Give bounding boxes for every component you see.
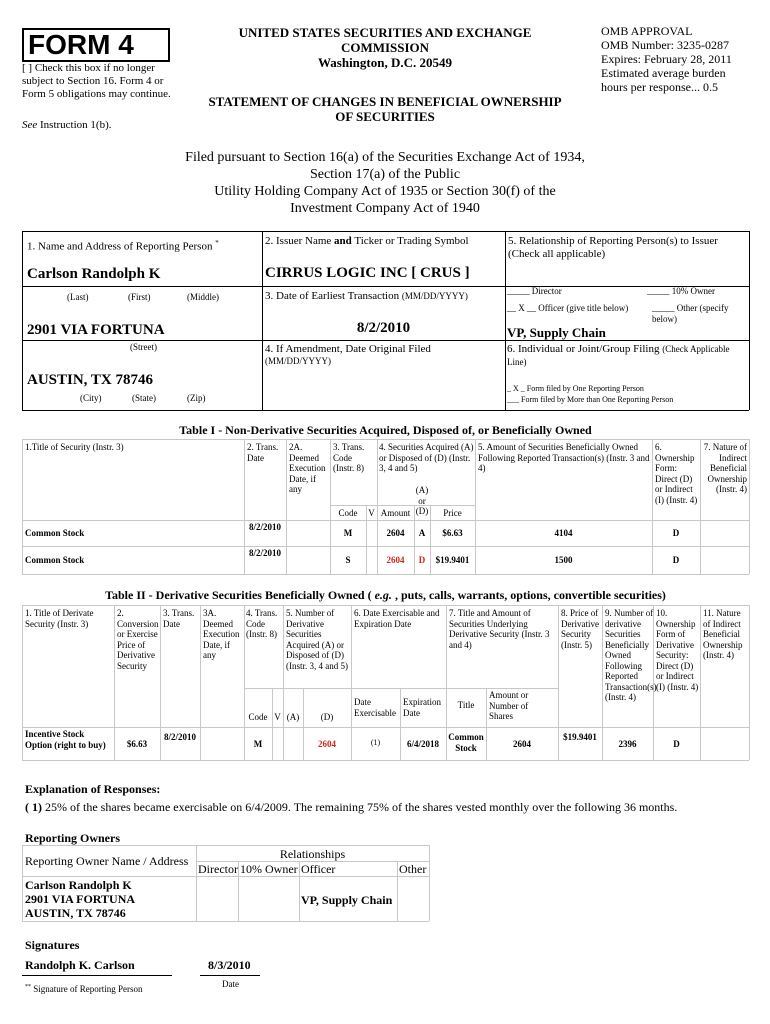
t2r-disposed: 2604 — [318, 739, 336, 749]
t1r2-code: S — [345, 555, 351, 565]
t2-h7: 7. Title and Amount of Securities Underlying Derivative Security (Instr. 3 and 4) — [449, 608, 550, 650]
filed-pursuant — [130, 149, 640, 217]
t1-sub-amount: Amount — [380, 508, 411, 518]
t1r2-price: $19.9401 — [435, 555, 470, 565]
t1-sub-code: Code — [338, 508, 358, 518]
omb-line-5: hours per response... 0.5 — [601, 80, 718, 94]
t2-sub-v: V — [274, 712, 281, 722]
date-line — [200, 975, 260, 976]
t1r1-owned: 4104 — [554, 528, 573, 538]
owner-city: AUSTIN, TX 78746 — [25, 906, 126, 920]
t1-h2: 2. Trans. Date — [247, 442, 279, 463]
statement-line-2: OF SECURITIES — [335, 109, 435, 124]
signature-label — [25, 982, 143, 995]
officer-check: __ X __ Officer (give title below) — [507, 303, 629, 313]
director-check: _____ Director — [507, 286, 562, 296]
footnote-text: 25% of the shares became exercisable on 6/4/2009. The remaining 75% of the shares vested monthly over the following 36 months. — [45, 800, 678, 814]
box2-label — [265, 235, 469, 248]
box1-star: * — [215, 239, 219, 247]
filed-line-3: Utility Holding Company Act of 1935 or Section 30(f) of the — [214, 184, 556, 199]
t2r-expiration: 6/4/2018 — [406, 739, 439, 749]
owner-col-name: Reporting Owner Name / Address — [25, 854, 189, 868]
t2-sub-code: Code — [248, 712, 268, 722]
table1-title: Table I - Non-Derivative Securities Acquired, Disposed of, or Beneficially Owned — [179, 423, 592, 437]
filed-line-1: Filed pursuant to Section 16(a) of the Securities Exchange Act of 1934, — [185, 150, 585, 165]
t2r-underlying: Common Stock — [448, 732, 484, 753]
signature-name: Randolph K. Carlson — [25, 958, 135, 972]
t1-h3: 3. Trans. Code (Instr. 8) — [333, 442, 365, 473]
see-word: See — [22, 119, 38, 131]
date-label: Date — [222, 979, 239, 989]
footnote-number: ( 1) — [25, 800, 42, 814]
city-line: AUSTIN, TX 78746 — [27, 372, 153, 388]
t1-h4: 4. Securities Acquired (A) or Disposed of (D) (Instr. 3, 4 and 5) — [379, 442, 474, 473]
filed-line-4: Investment Company Act of 1940 — [290, 201, 480, 216]
t2-sub-amount: Amount or Number of Shares — [489, 690, 529, 721]
t2-h1: 1. Title of Derivate Security (Instr. 3) — [25, 608, 94, 629]
omb-line-2: OMB Number: 3235-0287 — [601, 38, 729, 52]
t2-h4: 4. Trans. Code (Instr. 8) — [246, 608, 278, 639]
t1r1-price: $6.63 — [442, 528, 463, 538]
first-label: (First) — [128, 292, 151, 302]
filing-one: _ X _ Form filed by One Reporting Person — [507, 384, 644, 393]
explanation-heading: Explanation of Responses: — [25, 782, 161, 796]
zip-label: (Zip) — [187, 393, 206, 403]
box4-label: 4. If Amendment, Date Original Filed — [265, 343, 431, 355]
t2-title-prefix: Table II - Derivative Securities Beneficially Owned ( — [105, 588, 372, 602]
relationships-header: Relationships — [279, 847, 346, 861]
signature-date: 8/3/2010 — [208, 958, 251, 972]
t2-h8: 8. Price of Derivative Security (Instr. 5) — [561, 608, 599, 650]
signature-label-text: Signature of Reporting Person — [33, 984, 143, 994]
t1r1-aord: A — [418, 528, 426, 538]
t2r-amount: 2604 — [513, 739, 531, 749]
t1r1-date: 8/2/2010 — [248, 522, 281, 532]
earliest-transaction-date: 8/2/2010 — [356, 320, 411, 336]
t1-sub-v: V — [368, 508, 375, 518]
owner-col-other: Other — [399, 862, 427, 876]
box3-label — [265, 290, 468, 303]
t2r-owned: 2396 — [618, 739, 637, 749]
owner-col-director: Director — [198, 862, 238, 876]
t2-h3a: 3A. Deemed Execution Date, if any — [203, 608, 240, 660]
omb-line-1: OMB APPROVAL — [601, 24, 693, 38]
owner-street: 2901 VIA FORTUNA — [25, 892, 136, 906]
instruction-ref — [22, 119, 172, 132]
form-title: FORM 4 — [22, 28, 170, 62]
signature-star: ** — [25, 984, 31, 990]
t1r1-form: D — [672, 528, 680, 538]
t2r-exercisable: (1) — [370, 738, 381, 747]
agency-line-1: UNITED STATES SECURITIES AND EXCHANGE — [238, 25, 532, 40]
check-box-text: [ ] Check this box if no longer subject to Section 16. Form 4 or Form 5 obligations may continue. — [22, 62, 171, 100]
t2-h3: 3. Trans. Date — [163, 608, 195, 629]
agency-line-3: Washington, D.C. 20549 — [318, 55, 452, 70]
t1-h6: 6. Ownership Form: Direct (D) or Indirect (I) (Instr. 4) — [655, 442, 698, 505]
ten-percent-check: _____ 10% Owner — [647, 286, 715, 296]
t2-title-suffix: , puts, calls, warrants, options, convertible securities) — [394, 588, 666, 602]
owner-col-10pct: 10% Owner — [240, 862, 298, 876]
table2-title — [22, 588, 749, 602]
t2-h11: 11. Nature of Indirect Beneficial Ownership (Instr. 4) — [703, 608, 743, 660]
t1r2-form: D — [672, 555, 680, 565]
t1r1-amount: 2604 — [386, 528, 405, 538]
street-value: 2901 VIA FORTUNA — [27, 322, 165, 338]
t1-sub-price: Price — [443, 508, 462, 518]
t1-h5: 5. Amount of Securities Beneficially Owned Following Reported Transaction(s) (Instr. 3 and 4) — [478, 442, 650, 473]
t2-sub-expiration: Expiration Date — [403, 697, 441, 718]
box1-label — [27, 237, 219, 254]
t2r-date: 8/2/2010 — [163, 732, 196, 742]
statement-title — [165, 94, 605, 124]
t2-h9: 9. Number of derivative Securities Beneficially Owned Following Reported Transaction(s) (Instr. 4) — [605, 608, 657, 702]
box6-check: (Check Applicable Line) — [507, 344, 730, 367]
owners-heading: Reporting Owners — [25, 831, 120, 845]
t1r1-title: Common Stock — [25, 528, 85, 538]
box1-label-text: 1. Name and Address of Reporting Person — [27, 240, 213, 253]
agency-block — [175, 25, 595, 70]
city-label: (City) — [80, 393, 102, 403]
t1r2-amount: 2604 — [386, 555, 405, 565]
omb-line-3: Expires: February 28, 2011 — [601, 52, 732, 66]
statement-line-1: STATEMENT OF CHANGES IN BENEFICIAL OWNERSHIP — [208, 94, 562, 109]
t2-h10: 10. Ownership Form of Derivative Security: Direct (D) or Indirect (I) (Instr. 4) — [656, 608, 699, 692]
issuer-name: CIRRUS LOGIC INC [ CRUS ] — [265, 265, 470, 281]
owner-col-officer: Officer — [301, 862, 336, 876]
agency-line-2: COMMISSION — [340, 40, 430, 55]
t2-sub-exercisable: Date Exercisable — [354, 697, 396, 718]
reporting-person-name: Carlson Randolph K — [27, 266, 161, 282]
t2-h2: 2. Conversion or Exercise Price of Derivative Security — [117, 608, 159, 671]
box2-prefix: 2. Issuer Name — [265, 235, 332, 247]
t2-sub-title: Title — [457, 700, 475, 710]
t2r-form: D — [673, 739, 680, 749]
box5-label-2: (Check all applicable) — [508, 248, 606, 260]
t2-sub-a: (A) — [286, 712, 300, 722]
box4-format: (MM/DD/YYYY) — [265, 356, 331, 366]
box3-label-text: 3. Date of Earliest Transaction — [265, 290, 400, 302]
t2-h5: 5. Number of Derivative Securities Acquired (A) or Disposed of (D) (Instr. 3, 4 and 5) — [286, 608, 348, 671]
t1-h7: 7. Nature of Indirect Beneficial Ownership (Instr. 4) — [703, 442, 747, 494]
instruction-text: Instruction 1(b). — [40, 119, 112, 131]
omb-line-4: Estimated average burden — [601, 66, 726, 80]
t1-h2a: 2A. Deemed Execution Date, if any — [289, 442, 326, 494]
middle-label: (Middle) — [187, 292, 219, 302]
signatures-heading: Signatures — [25, 938, 80, 952]
owner-name-address — [25, 878, 195, 920]
t2r-deriv-price: $19.9401 — [563, 732, 597, 742]
state-label: (State) — [132, 393, 156, 403]
signature-line — [22, 975, 172, 976]
omb-approval — [601, 24, 766, 94]
t1r2-owned: 1500 — [554, 555, 573, 565]
filing-more: ___ Form filed by More than One Reporting Person — [507, 395, 674, 404]
officer-title: VP, Supply Chain — [507, 325, 606, 340]
t1r2-title: Common Stock — [25, 555, 85, 565]
t2-h6: 6. Date Exercisable and Expiration Date — [354, 608, 440, 629]
other-check: _____ Other (specify below) — [652, 303, 729, 324]
footnote-1 — [25, 800, 755, 814]
filed-line-2: Section 17(a) of the Public — [309, 167, 461, 182]
box5-label-1: 5. Relationship of Reporting Person(s) to Issuer — [508, 235, 718, 247]
box2-and: and — [334, 235, 352, 247]
t2r-code: M — [253, 739, 263, 749]
box3-format: (MM/DD/YYYY) — [401, 291, 468, 301]
t2r-title: Incentive Stock Option (right to buy) — [25, 729, 106, 750]
t1r1-code: M — [343, 528, 353, 538]
box6-label-text: 6. Individual or Joint/Group Filing — [507, 343, 660, 355]
t1-sub-aord: (A) or (D) — [415, 485, 429, 516]
box5-label — [508, 235, 748, 261]
t2-sub-d: (D) — [320, 712, 334, 722]
t1r2-date: 8/2/2010 — [248, 548, 281, 558]
t1-h1: 1.Title of Security (Instr. 3) — [25, 442, 124, 452]
last-label: (Last) — [67, 292, 89, 302]
t2r-price: $6.63 — [126, 739, 148, 749]
t2-title-eg: e.g. — [374, 588, 392, 602]
owner-officer-value: VP, Supply Chain — [301, 893, 393, 907]
box2-suffix: Ticker or Trading Symbol — [354, 235, 469, 247]
owner-name: Carlson Randolph K — [25, 878, 132, 892]
street-label: (Street) — [130, 342, 157, 352]
box6-label — [507, 343, 747, 369]
t1r2-aord: D — [418, 555, 426, 565]
